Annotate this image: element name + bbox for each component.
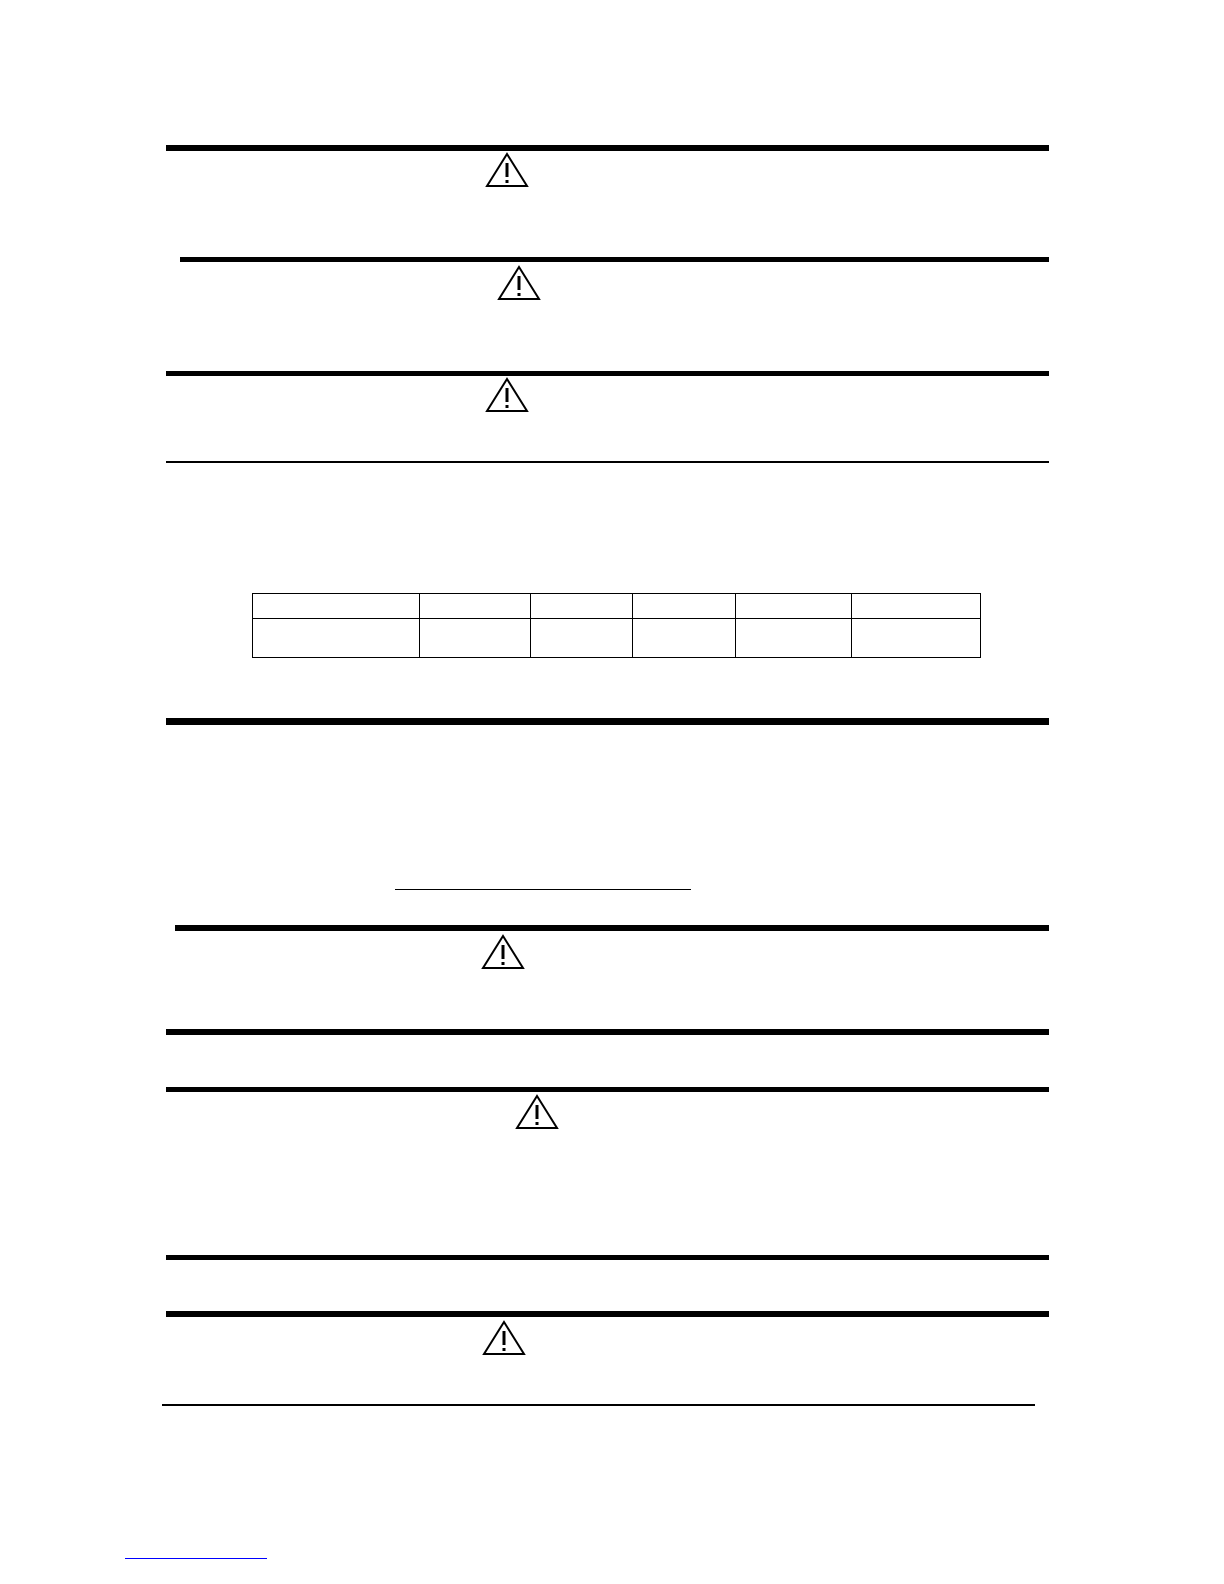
table-cell (736, 594, 852, 619)
footer-link-underline[interactable] (125, 1558, 267, 1559)
warning-triangle-icon (481, 934, 525, 970)
table-cell (420, 619, 531, 658)
table-cell (531, 594, 633, 619)
section-rule-bottom-6 (166, 1255, 1049, 1260)
section-rule-top-5 (175, 925, 1049, 931)
table-cell (420, 594, 531, 619)
table-cell (852, 619, 981, 658)
warning-triangle-icon (485, 377, 529, 413)
section-rule-top-7 (166, 1311, 1049, 1317)
table-cell (852, 594, 981, 619)
warning-triangle-icon (482, 1320, 526, 1356)
warning-triangle-icon (485, 152, 529, 188)
footer-rule (162, 1404, 1035, 1406)
heading-rule (166, 718, 1049, 725)
section-rule-bottom-5 (166, 1029, 1049, 1035)
table-cell (531, 619, 633, 658)
section-rule-top-1 (166, 145, 1049, 151)
section-rule-bottom-3 (166, 461, 1049, 463)
table-cell (633, 619, 736, 658)
table-cell (253, 594, 420, 619)
table-cell (633, 594, 736, 619)
table-row (253, 619, 981, 658)
section-rule-top-6 (166, 1087, 1049, 1092)
table-row (253, 594, 981, 619)
section-rule-top-2 (180, 257, 1049, 262)
table-cell (736, 619, 852, 658)
section-rule-top-3 (166, 371, 1049, 376)
warning-triangle-icon (497, 265, 541, 301)
warning-triangle-icon (515, 1094, 559, 1130)
table-cell (253, 619, 420, 658)
data-table (252, 593, 981, 658)
underline (395, 889, 691, 890)
